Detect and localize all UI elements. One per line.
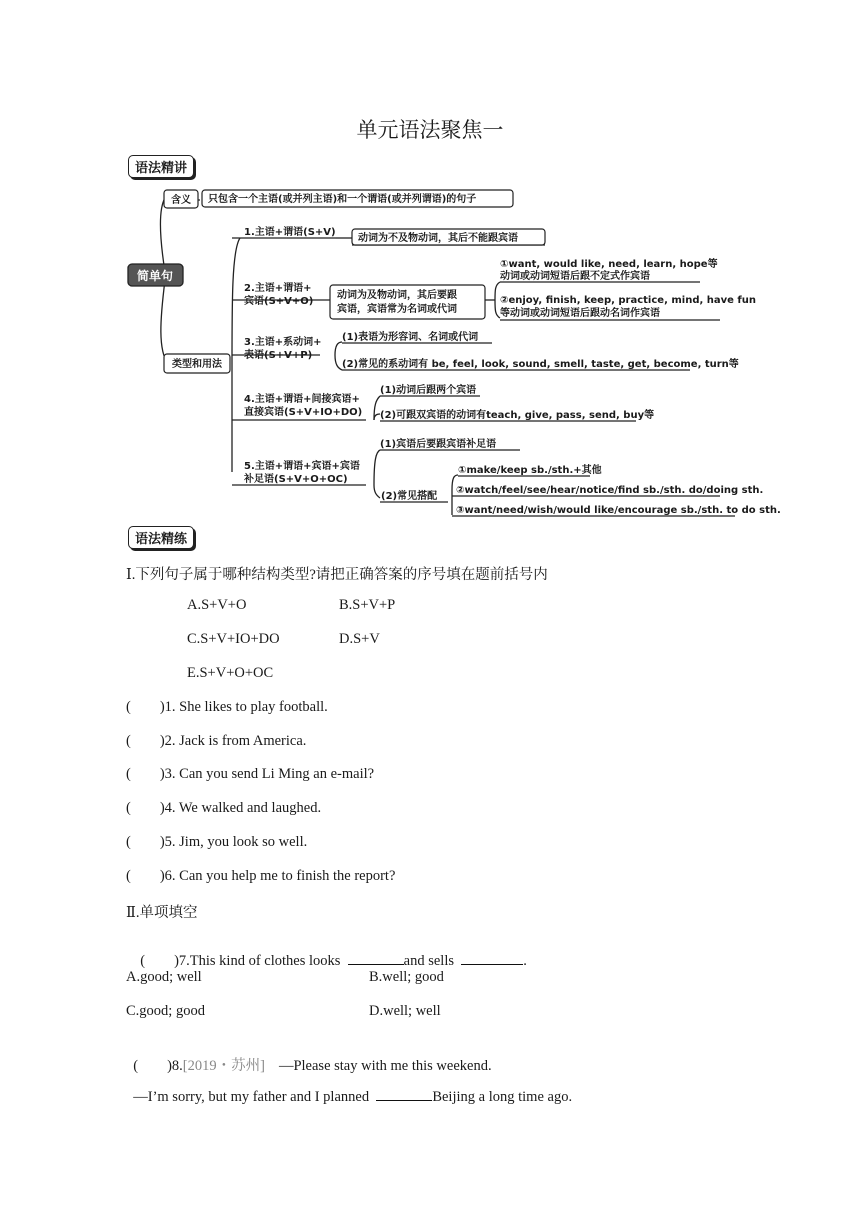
mindmap-root: 简单句 bbox=[136, 269, 174, 283]
type5-label-b: 补足语(S+V+O+OC) bbox=[244, 474, 348, 485]
question-8-source: [2019・苏州] bbox=[182, 1058, 265, 1074]
type2-sub2-a: ②enjoy, finish, keep, practice, mind, have fun bbox=[500, 295, 756, 306]
part2-heading: Ⅱ.单项填空 bbox=[126, 905, 198, 921]
type5-sub2: (2)常见搭配 bbox=[381, 491, 438, 502]
question-8-reply-b: Beijing a long time ago. bbox=[432, 1089, 573, 1105]
question-7-mid: and sells bbox=[403, 953, 462, 969]
question-1: ( )1. She likes to play football. bbox=[126, 699, 328, 715]
type4-sub2: (2)可跟双宾语的动词有teach, give, pass, send, buy等 bbox=[380, 410, 655, 421]
option-c: C.S+V+IO+DO bbox=[187, 631, 280, 647]
q7-option-d: D.well; well bbox=[369, 1003, 441, 1019]
question-7 bbox=[133, 935, 527, 970]
option-e: E.S+V+O+OC bbox=[187, 665, 274, 681]
type2-sub2-b: 等动词或动词短语后跟动名词作宾语 bbox=[500, 308, 660, 319]
blank-7a bbox=[348, 952, 404, 965]
q7-option-c: C.good; good bbox=[126, 1003, 205, 1019]
type3-sub1: (1)表语为形容词、名词或代词 bbox=[342, 332, 479, 343]
meaning-text: 只包含一个主语(或并列主语)和一个谓语(或并列谓语)的句子 bbox=[208, 194, 477, 205]
q7-option-b: B.well; good bbox=[369, 969, 444, 985]
question-7-prefix: ( )7.This kind of clothes looks bbox=[140, 953, 348, 969]
question-3: ( )3. Can you send Li Ming an e-mail? bbox=[126, 766, 375, 782]
question-5: ( )5. Jim, you look so well. bbox=[126, 834, 308, 850]
type5-sub1: (1)宾语后要跟宾语补足语 bbox=[380, 439, 497, 450]
types-label: 类型和用法 bbox=[172, 359, 222, 370]
page-title: 单元语法聚焦一 bbox=[356, 118, 504, 142]
type3-label-a: 3.主语+系动词+ bbox=[244, 337, 322, 348]
type1-label: 1.主语+谓语(S+V) bbox=[244, 227, 336, 238]
type5-collocation-3: ③want/need/wish/would like/encourage sb./sth. to do sth. bbox=[456, 505, 781, 516]
question-8 bbox=[126, 1037, 492, 1075]
question-8-reply bbox=[126, 1071, 572, 1106]
type2-label-b: 宾语(S+V+O) bbox=[244, 296, 314, 307]
option-b: B.S+V+P bbox=[339, 597, 396, 613]
question-6: ( )6. Can you help me to finish the report? bbox=[126, 868, 396, 884]
type4-label-a: 4.主语+谓语+间接宾语+ bbox=[244, 394, 360, 405]
type1-note: 动词为不及物动词，其后不能跟宾语 bbox=[358, 233, 518, 244]
type3-label-b: 表语(S+V+P) bbox=[244, 350, 313, 361]
blank-7b bbox=[461, 952, 523, 965]
section-heading-practice: 语法精练 bbox=[128, 526, 194, 549]
part1-heading: Ⅰ.下列句子属于哪种结构类型?请把正确答案的序号填在题前括号内 bbox=[126, 567, 548, 583]
type3-sub2: (2)常见的系动词有 be, feel, look, sound, smell, taste, get, become, turn等 bbox=[342, 359, 739, 370]
question-8-reply-a: —I’m sorry, but my father and I planned bbox=[133, 1089, 377, 1105]
type5-collocation-2: ②watch/feel/see/hear/notice/find sb./sth. do/doing sth. bbox=[456, 485, 764, 496]
type4-sub1: (1)动词后跟两个宾语 bbox=[380, 385, 477, 396]
meaning-label: 含义 bbox=[171, 195, 191, 206]
question-4: ( )4. We walked and laughed. bbox=[126, 800, 322, 816]
type2-sub1-b: 动词或动词短语后跟不定式作宾语 bbox=[500, 271, 650, 282]
type2-note-b: 宾语，宾语常为名词或代词 bbox=[337, 304, 457, 315]
option-a: A.S+V+O bbox=[187, 597, 247, 613]
q7-option-a: A.good; well bbox=[126, 969, 202, 985]
type5-label-a: 5.主语+谓语+宾语+宾语 bbox=[244, 461, 360, 472]
question-8-text: —Please stay with me this weekend. bbox=[278, 1058, 492, 1074]
type2-label-a: 2.主语+谓语+ bbox=[244, 283, 312, 294]
question-2: ( )2. Jack is from America. bbox=[126, 733, 307, 749]
question-8-prefix: ( )8. bbox=[133, 1058, 183, 1074]
type2-note-a: 动词为及物动词，其后要跟 bbox=[337, 290, 457, 301]
type4-label-b: 直接宾语(S+V+IO+DO) bbox=[244, 407, 363, 418]
blank-8 bbox=[376, 1088, 432, 1101]
section-heading-explain: 语法精讲 bbox=[128, 155, 194, 178]
type2-sub1-a: ①want, would like, need, learn, hope等 bbox=[500, 259, 718, 270]
question-7-end: . bbox=[523, 953, 527, 969]
type5-collocation-1: ①make/keep sb./sth.+其他 bbox=[458, 465, 602, 476]
option-d: D.S+V bbox=[339, 631, 380, 647]
